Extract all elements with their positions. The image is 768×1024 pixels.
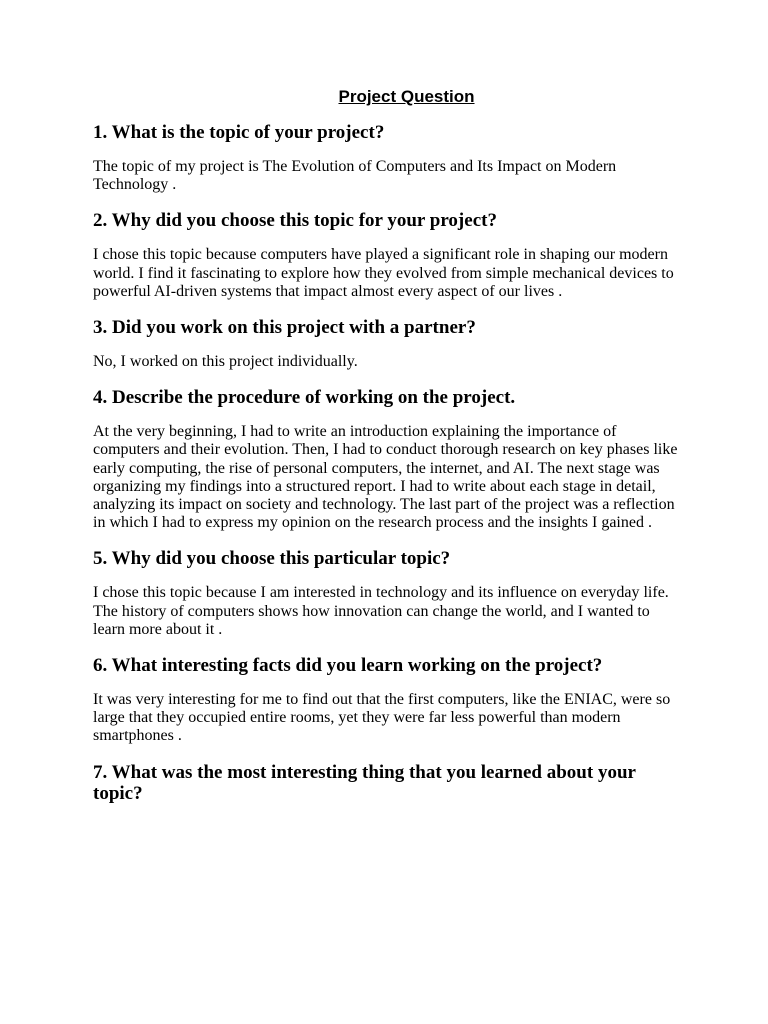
qa-item-7 (93, 762, 678, 804)
qa-item-6 (93, 655, 678, 746)
question-6: 6. What interesting facts did you learn working on the project? (93, 655, 603, 677)
document-page (93, 86, 678, 819)
answer-2: I chose this topic because computers have played a significant role in shaping our modern world. I find it fascinating to explore how they evolved from simple mechanical devices to powerful AI-driven systems that impact almost every aspect of our lives . (93, 246, 674, 300)
answer-6: It was very interesting for me to find out that the first computers, like the ENIAC, were so large that they occupied entire rooms, yet they were far less powerful than modern smartphones . (93, 691, 671, 745)
answer-3: No, I worked on this project individually. (93, 353, 358, 371)
qa-item-3 (93, 317, 678, 371)
question-3: 3. Did you work on this project with a partner? (93, 317, 476, 339)
qa-item-4 (93, 387, 678, 532)
answer-5: I chose this topic because I am interested in technology and its influence on everyday life. The history of computers shows how innovation can change the world, and I wanted to learn more about it . (93, 584, 669, 638)
question-2: 2. Why did you choose this topic for your project? (93, 210, 497, 232)
qa-item-2 (93, 210, 678, 301)
question-5: 5. Why did you choose this particular topic? (93, 548, 451, 570)
question-1: 1. What is the topic of your project? (93, 122, 385, 143)
qa-item-1 (93, 122, 678, 194)
question-4: 4. Describe the procedure of working on the project. (93, 387, 516, 409)
qa-item-5 (93, 548, 678, 639)
answer-1: The topic of my project is The Evolution of Computers and Its Impact on Modern Technology . (93, 158, 617, 194)
document-title: Project Question (338, 87, 475, 106)
answer-4: At the very beginning, I had to write an introduction explaining the importance of computers and their evolution. Then, I had to conduct thorough research on key phases like early computing, the rise of personal computers, the internet, and AI. The next stage was organizing my findings into a structured report. I had to write about each stage in detail, analyzing its impact on society and technology. The last part of the project was a reflection in which I had to express my opinion on the research process and the insights I gained . (93, 423, 678, 532)
question-7: 7. What was the most interesting thing that you learned about your topic? (93, 761, 636, 804)
